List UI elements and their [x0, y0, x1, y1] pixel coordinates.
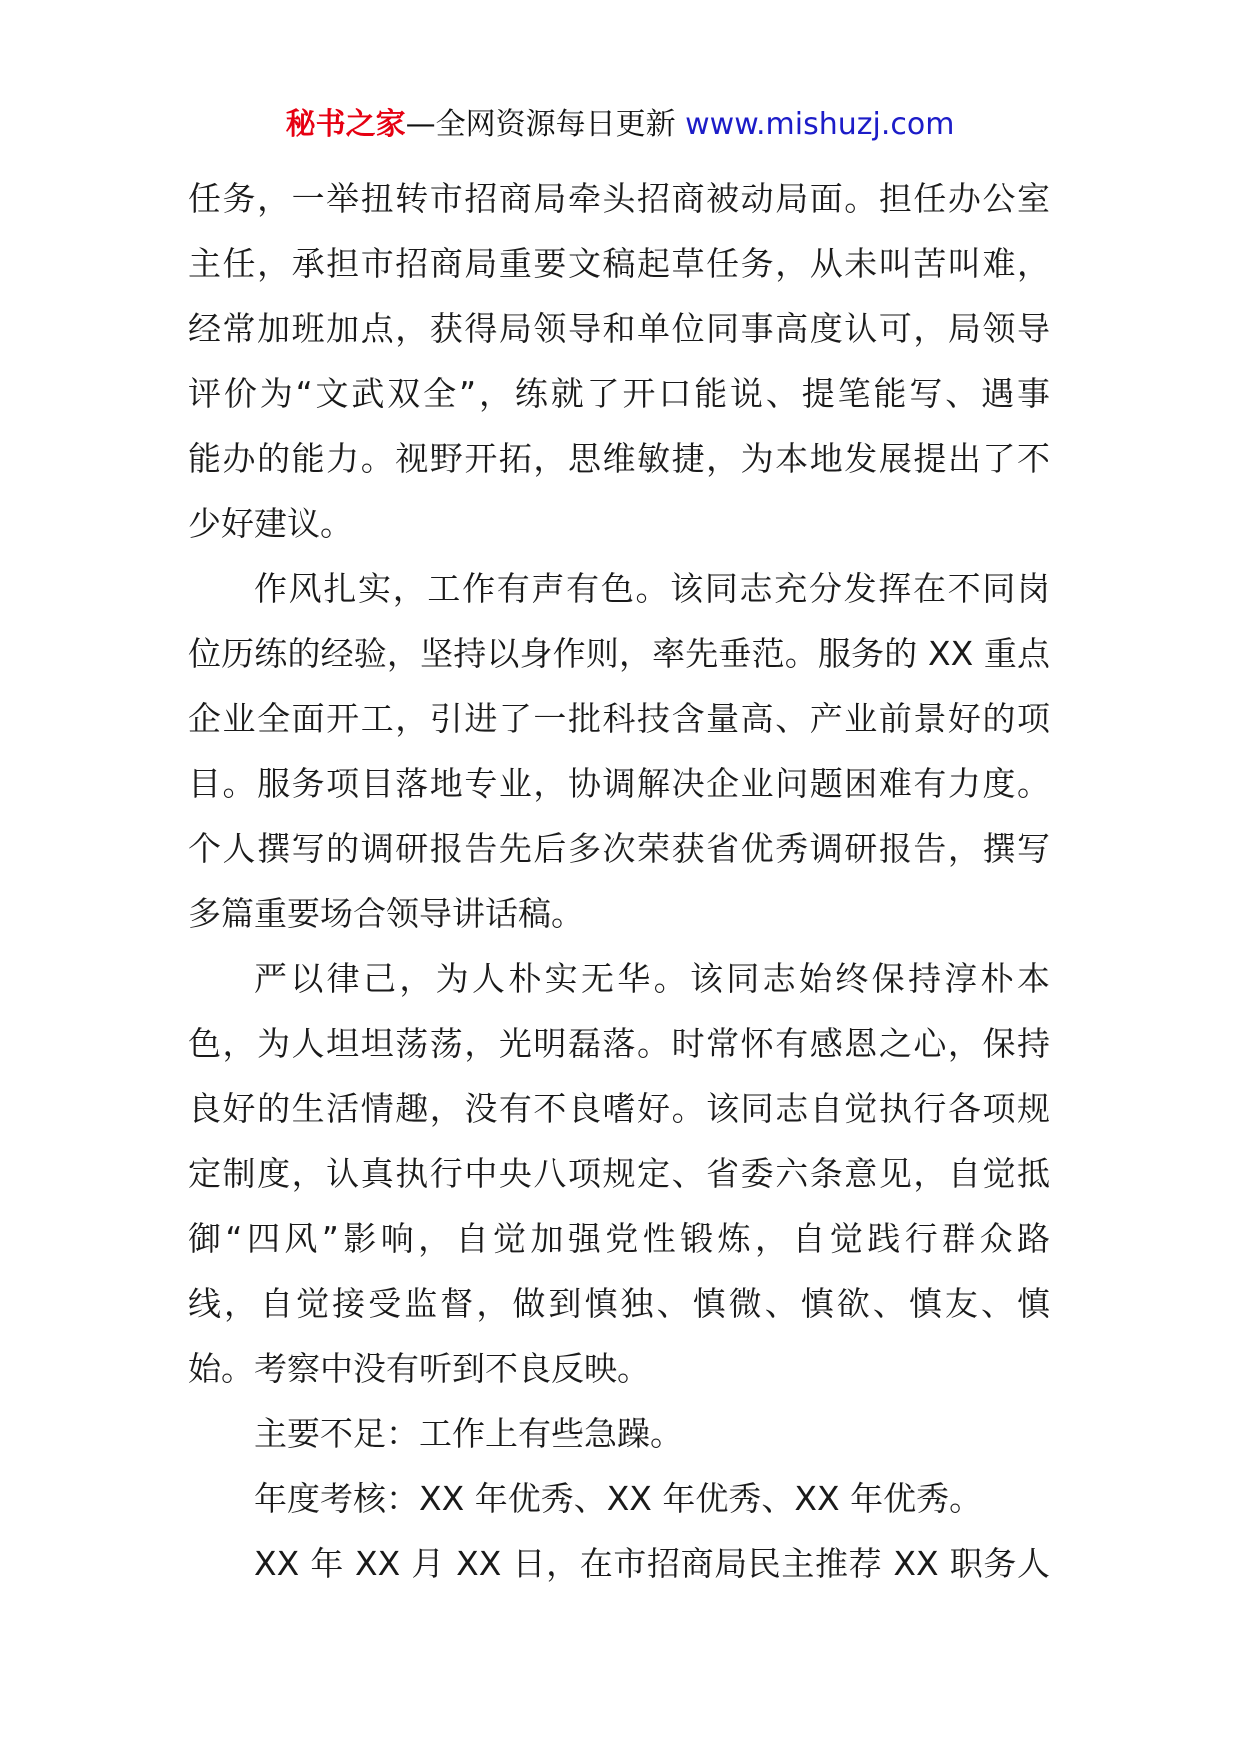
document-body [188, 166, 1050, 1596]
text-line: 目。服务项目落地专业，协调解决企业问题困难有力度。 [188, 764, 1050, 803]
site-url[interactable]: www.mishuzj.com [685, 107, 955, 142]
text-line: 少好建议。 [188, 504, 353, 543]
text-line: 始。考察中没有听到不良反映。 [188, 1349, 650, 1388]
paragraph [188, 556, 1050, 946]
text-line: XX 年 XX 月 XX 日，在市招商局民主推荐 XX 职务人 [254, 1544, 1050, 1583]
text-line: 线，自觉接受监督，做到慎独、慎微、慎欲、慎友、慎 [188, 1284, 1050, 1323]
text-line: 严以律己，为人朴实无华。该同志始终保持淳朴本 [254, 959, 1050, 998]
text-line: 企业全面开工，引进了一批科技含量高、产业前景好的项 [188, 699, 1050, 738]
text-line: 任务，一举扭转市招商局牵头招商被动局面。担任办公室 [188, 179, 1050, 218]
text-line: 位历练的经验，坚持以身作则，率先垂范。服务的 XX 重点 [188, 634, 1050, 673]
text-line: 评价为“文武双全”，练就了开口能说、提笔能写、遇事 [188, 374, 1050, 413]
text-line: 主任，承担市招商局重要文稿起草任务，从未叫苦叫难， [188, 244, 1050, 283]
site-brand: 秘书之家 [285, 107, 406, 142]
paragraph [188, 1401, 1050, 1466]
text-line: 御“四风”影响，自觉加强党性锻炼，自觉践行群众路 [188, 1219, 1050, 1258]
text-line: 年度考核：XX 年优秀、XX 年优秀、XX 年优秀。 [254, 1479, 983, 1518]
site-tagline: —全网资源每日更新 [405, 107, 686, 142]
paragraph [188, 166, 1050, 556]
paragraph [188, 946, 1050, 1401]
text-line: 良好的生活情趣，没有不良嗜好。该同志自觉执行各项规 [188, 1089, 1050, 1128]
text-line: 能办的能力。视野开拓，思维敏捷，为本地发展提出了不 [188, 439, 1050, 478]
page-header [0, 100, 1240, 150]
text-line: 色，为人坦坦荡荡，光明磊落。时常怀有感恩之心，保持 [188, 1024, 1050, 1063]
text-line: 作风扎实，工作有声有色。该同志充分发挥在不同岗 [254, 569, 1050, 608]
paragraph [188, 1531, 1050, 1596]
paragraph [188, 1466, 1050, 1531]
text-line: 个人撰写的调研报告先后多次荣获省优秀调研报告，撰写 [188, 829, 1050, 868]
text-line: 经常加班加点，获得局领导和单位同事高度认可，局领导 [188, 309, 1050, 348]
text-line: 多篇重要场合领导讲话稿。 [188, 894, 584, 933]
text-line: 主要不足：工作上有些急躁。 [254, 1414, 683, 1453]
text-line: 定制度，认真执行中央八项规定、省委六条意见，自觉抵 [188, 1154, 1050, 1193]
